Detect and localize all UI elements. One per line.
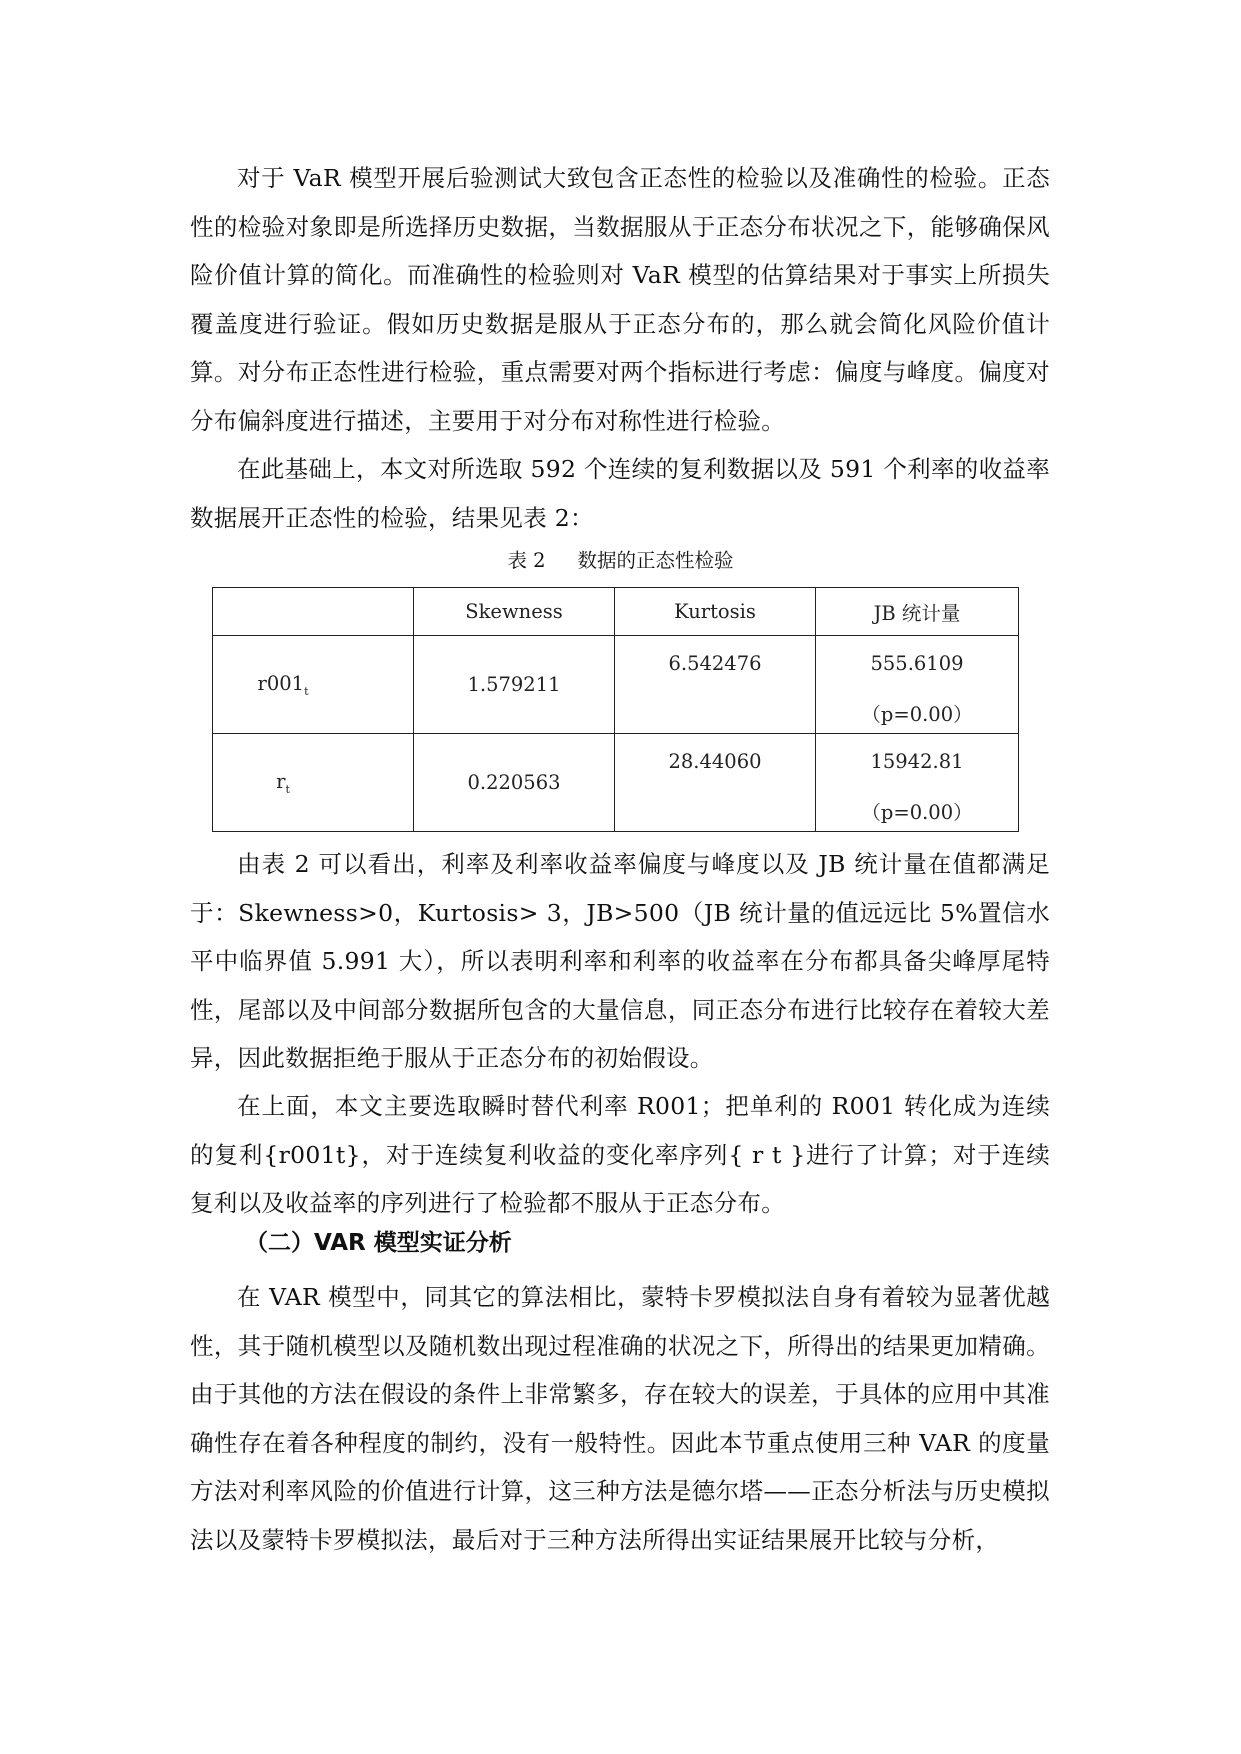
jb-value: 555.6109	[870, 652, 964, 675]
section-heading: （二）VAR 模型实证分析	[245, 1230, 512, 1256]
row-label-cell	[213, 734, 414, 832]
table-row	[213, 734, 1019, 832]
skewness-value: 0.220563	[414, 734, 615, 832]
row-label	[258, 672, 309, 698]
table-header-row	[213, 588, 1019, 636]
paragraph-r001-summary: 在上面，本文主要选取瞬时替代利率 R001；把单利的 R001 转化成为连续的复利{r001t}，对于连续复利收益的变化率序列{ r t }进行了计算；对于连续复利以及收益率的序列进行了检验都不服从于正态分布。	[190, 1092, 1050, 1217]
paragraph-table-analysis: 由表 2 可以看出，利率及利率收益率偏度与峰度以及 JB 统计量在值都满足于：Skewness>0，Kurtosis> 3，JB>500（JB 统计量的值远远比 5%置信水平中临界值 5.991 大），所以表明利率和利率的收益率在分布都具备尖峰厚尾特性，尾部以及中间部分数据所包含的大量信息，同正态分布进行比较存在着较大差异，因此数据拒绝于服从于正态分布的初始假设。	[190, 850, 1050, 1072]
row-label-cell	[213, 636, 414, 734]
row-label-subscript: t	[285, 782, 290, 796]
row-label	[276, 770, 290, 796]
kurtosis-value: 28.44060	[668, 750, 762, 773]
table-caption-number: 表 2	[507, 549, 546, 572]
table-caption	[0, 546, 1241, 576]
row-label-text: r	[276, 769, 286, 793]
paragraph-var-methods: 在 VAR 模型中，同其它的算法相比，蒙特卡罗模拟法自身有着较为显著优越性，其于随机模型以及随机数出现过程准确的状况之下，所得出的结果更加精确。由于其他的方法在假设的条件上非常繁多，存在较大的误差，于具体的应用中其准确性存在着各种程度的制约，没有一般特性。因此本节重点使用三种 VAR 的度量方法对利率风险的价值进行计算，这三种方法是德尔塔——正态分析法与历史模拟法以及蒙特卡罗模拟法，最后对于三种方法所得出实证结果展开比较与分析，	[190, 1283, 1050, 1554]
kurtosis-value: 6.542476	[668, 652, 762, 675]
paragraph-var-backtesting: 对于 VaR 模型开展后验测试大致包含正态性的检验以及准确性的检验。正态性的检验对象即是所选择历史数据，当数据服从于正态分布状况之下，能够确保风险价值计算的简化。而准确性的检验则对 VaR 模型的估算结果对于事实上所损失覆盖度进行验证。假如历史数据是服从于正态分布的，那么就会简化风险价值计算。对分布正态性进行检验，重点需要对两个指标进行考虑：偏度与峰度。偏度对分布偏斜度进行描述，主要用于对分布对称性进行检验。	[190, 164, 1050, 435]
skewness-value: 1.579211	[414, 636, 615, 734]
jb-cell	[816, 734, 1019, 832]
paragraph-normality-test-intro: 在此基础上，本文对所选取 592 个连续的复利数据以及 591 个利率的收益率数据展开正态性的检验，结果见表 2：	[190, 455, 1050, 532]
table-row	[213, 636, 1019, 734]
jb-p-value: （p=0.00）	[861, 801, 973, 824]
normality-test-table	[212, 587, 1019, 832]
table-header-skewness: Skewness	[414, 588, 615, 636]
jb-value: 15942.81	[870, 750, 964, 773]
row-label-text: r001	[257, 671, 305, 695]
table-caption-title: 数据的正态性检验	[577, 549, 734, 572]
jb-cell	[816, 636, 1019, 734]
kurtosis-cell	[615, 636, 816, 734]
table-header-kurtosis: Kurtosis	[615, 588, 816, 636]
kurtosis-cell	[615, 734, 816, 832]
table-header-empty	[213, 588, 414, 636]
row-label-subscript: t	[304, 684, 309, 698]
jb-p-value: （p=0.00）	[861, 703, 973, 726]
table-header-jb: JB 统计量	[816, 588, 1019, 636]
